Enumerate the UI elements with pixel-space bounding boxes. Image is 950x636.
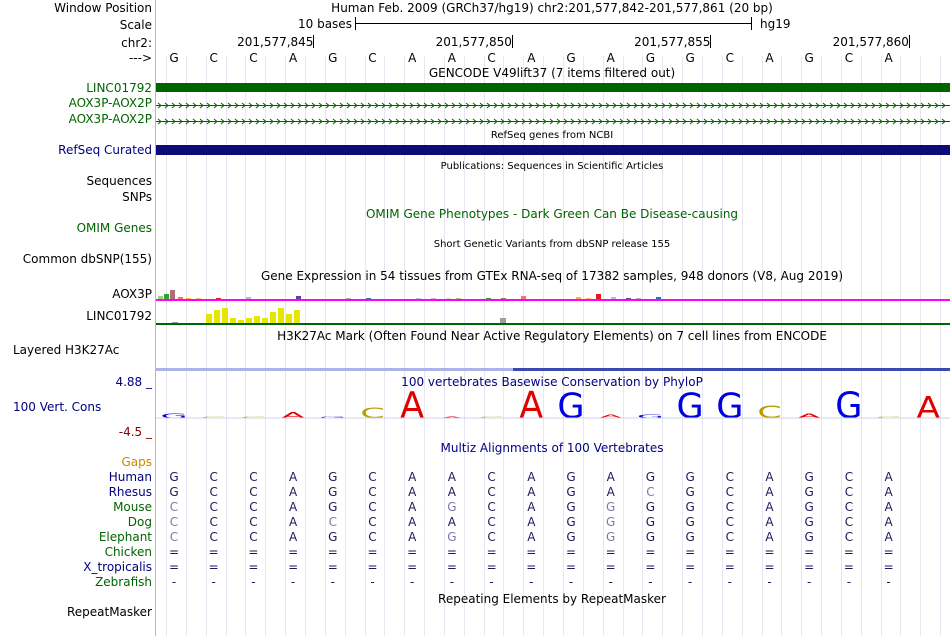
- grid-line: [940, 56, 941, 636]
- multiz-base: A: [765, 500, 774, 514]
- refseq-track-title[interactable]: RefSeq genes from NCBI: [490, 130, 614, 141]
- reference-base: C: [368, 51, 377, 65]
- cons-logo-letter: G: [835, 388, 863, 428]
- coord-tick-mark: [313, 35, 314, 48]
- multiz-base: A: [288, 470, 298, 484]
- multiz-base: =: [327, 545, 338, 559]
- multiz-base: =: [843, 560, 854, 574]
- multiz-base: A: [606, 470, 615, 484]
- repeatmasker-track-title[interactable]: Repeating Elements by RepeatMasker: [438, 592, 666, 606]
- coord-tick-label: 201,577,855: [634, 35, 711, 49]
- pubs-track-title[interactable]: Publications: Sequences in Scientific Articles: [440, 161, 664, 172]
- multiz-base: C: [169, 530, 179, 544]
- multiz-base: =: [883, 545, 894, 559]
- gtex-bar-linc01792: [206, 314, 212, 324]
- multiz-base: A: [765, 530, 774, 544]
- multiz-base: =: [804, 545, 815, 559]
- multiz-base: G: [645, 530, 656, 544]
- multiz-base: C: [368, 485, 377, 499]
- multiz-base: =: [804, 560, 815, 574]
- h3k27ac-label[interactable]: Layered H3K27Ac: [13, 343, 120, 357]
- multiz-base: G: [169, 470, 179, 484]
- multiz-base: G: [685, 485, 695, 499]
- chr-label: chr2:: [121, 36, 152, 50]
- multiz-base: C: [487, 500, 496, 514]
- multiz-base: =: [526, 560, 537, 574]
- multiz-species-zebrafish[interactable]: Zebrafish: [95, 575, 152, 589]
- strand-arrow-label: --->: [128, 51, 152, 65]
- multiz-base: -: [290, 575, 296, 589]
- multiz-base: =: [843, 545, 854, 559]
- pubs-sequences-label[interactable]: Sequences: [86, 174, 152, 188]
- multiz-base: A: [447, 485, 456, 499]
- refseq-curated-label[interactable]: RefSeq Curated: [58, 143, 152, 157]
- multiz-base: G: [645, 515, 656, 529]
- multiz-base: C: [368, 500, 377, 514]
- multiz-base: G: [804, 470, 814, 484]
- multiz-base: A: [408, 515, 417, 529]
- coord-tick-mark: [512, 35, 513, 48]
- multiz-base: =: [764, 545, 775, 559]
- multiz-base: A: [288, 485, 298, 499]
- multiz-base: -: [886, 575, 891, 589]
- multiz-species-chicken[interactable]: Chicken: [104, 545, 152, 559]
- multiz-base: A: [527, 485, 536, 499]
- multiz-base: =: [168, 545, 180, 559]
- multiz-base: -: [330, 575, 335, 589]
- multiz-base: -: [449, 575, 455, 589]
- coord-tick-mark: [710, 35, 711, 48]
- multiz-base: =: [605, 560, 616, 574]
- gtex-gene-linc01792-label[interactable]: LINC01792: [86, 309, 152, 323]
- multiz-base: G: [685, 530, 695, 544]
- multiz-base: A: [765, 470, 774, 484]
- multiz-base: G: [685, 515, 695, 529]
- gencode-aox3p-aox2p-feature-2[interactable]: [156, 115, 950, 124]
- cons-logo-letter: G: [716, 388, 744, 427]
- multiz-base: =: [446, 560, 457, 574]
- dbsnp-track-title[interactable]: Short Genetic Variants from dbSNP release 155: [433, 239, 671, 250]
- multiz-base: G: [645, 500, 656, 514]
- multiz-base: C: [209, 470, 218, 484]
- repeatmasker-label[interactable]: RepeatMasker: [66, 605, 152, 619]
- multiz-base: C: [487, 485, 496, 499]
- scale-bar-text: 10 bases: [298, 17, 352, 31]
- multiz-base: C: [844, 530, 854, 544]
- cons-logo-letter: A: [797, 412, 822, 420]
- gtex-bar-linc01792: [294, 310, 300, 324]
- multiz-base: -: [410, 575, 415, 589]
- reference-base: C: [487, 51, 496, 65]
- reference-base: A: [408, 51, 417, 65]
- multiz-base: C: [209, 530, 218, 544]
- multiz-base: =: [883, 560, 894, 574]
- multiz-base: A: [884, 515, 893, 529]
- multiz-base: C: [368, 530, 377, 544]
- reference-base: C: [249, 51, 258, 65]
- multiz-base: C: [328, 515, 337, 529]
- multiz-base: G: [328, 530, 338, 544]
- multiz-base: -: [568, 575, 574, 589]
- reference-base: C: [725, 51, 734, 65]
- multiz-base: A: [884, 470, 893, 484]
- multiz-base: C: [725, 485, 734, 499]
- multiz-base: =: [565, 560, 577, 574]
- multiz-base: C: [487, 530, 496, 544]
- multiz-base: =: [645, 545, 656, 559]
- multiz-base: =: [288, 545, 299, 559]
- cons-logo-letter: G: [160, 412, 188, 420]
- gencode-item-linc01792[interactable]: LINC01792: [86, 81, 152, 95]
- gencode-item-aox3p-aox2p-1[interactable]: AOX3P-AOX2P: [68, 96, 152, 110]
- scale-label: Scale: [119, 18, 152, 32]
- cons-logo-letter: C: [360, 405, 385, 422]
- multiz-base: -: [846, 575, 852, 589]
- reference-base: G: [566, 51, 576, 65]
- multiz-base: -: [529, 575, 534, 589]
- gencode-track-title[interactable]: GENCODE V49lift37 (7 items filtered out): [428, 66, 676, 80]
- multiz-base: A: [527, 500, 536, 514]
- multiz-base: C: [844, 515, 854, 529]
- multiz-base: =: [367, 545, 378, 559]
- gtex-bar-linc01792: [278, 308, 284, 324]
- multiz-base: -: [807, 575, 812, 589]
- multiz-base: A: [288, 515, 298, 529]
- scale-db-text: hg19: [760, 17, 791, 31]
- multiz-base: =: [486, 545, 497, 559]
- multiz-base: C: [169, 500, 179, 514]
- multiz-base: =: [565, 545, 577, 559]
- cons-track-label[interactable]: 100 Vert. Cons: [13, 400, 102, 414]
- multiz-base: C: [844, 485, 854, 499]
- grid-line: [920, 56, 921, 636]
- multiz-base: =: [407, 560, 418, 574]
- cons-logo-letter: C: [757, 401, 782, 423]
- pubs-snps-label[interactable]: SNPs: [122, 190, 152, 204]
- multiz-base: G: [804, 485, 814, 499]
- multiz-base: -: [211, 575, 216, 589]
- multiz-base: C: [368, 515, 377, 529]
- reference-base: C: [844, 51, 854, 65]
- multiz-base: G: [804, 530, 814, 544]
- multiz-species-elephant[interactable]: Elephant: [98, 530, 152, 544]
- refseq-curated-feature[interactable]: [156, 145, 950, 155]
- h3k27ac-signal[interactable]: [156, 368, 950, 371]
- h3k27ac-track-title[interactable]: H3K27Ac Mark (Often Found Near Active Regulatory Elements) on 7 cell lines from ENCODE: [277, 329, 827, 343]
- cons-logo-letter: C: [241, 416, 266, 419]
- multiz-base: =: [724, 560, 735, 574]
- reference-base: A: [447, 51, 456, 65]
- multiz-base: C: [725, 530, 734, 544]
- assembly-position-text: Human Feb. 2009 (GRCh37/hg19) chr2:201,577,842-201,577,861 (20 bp): [331, 1, 773, 15]
- multiz-base: -: [727, 575, 732, 589]
- multiz-species-rhesus[interactable]: Rhesus: [108, 485, 152, 499]
- reference-base: C: [209, 51, 218, 65]
- multiz-base: G: [447, 530, 457, 544]
- multiz-base: -: [370, 575, 375, 589]
- multiz-base: A: [606, 485, 615, 499]
- gtex-bar-linc01792: [270, 312, 276, 324]
- multiz-base: =: [446, 545, 457, 559]
- multiz-base: G: [645, 470, 656, 484]
- multiz-base: C: [249, 485, 258, 499]
- reference-base: A: [288, 51, 298, 65]
- gencode-aox3p-aox2p-feature-1[interactable]: [156, 99, 950, 108]
- multiz-base: =: [486, 560, 497, 574]
- cons-max-label: 4.88 _: [115, 375, 152, 389]
- multiz-base: =: [685, 560, 696, 574]
- gtex-track-title[interactable]: Gene Expression in 54 tissues from GTEx RNA-seq of 17382 samples, 948 donors (V8, Aug 2019): [260, 269, 844, 283]
- multiz-base: C: [487, 470, 496, 484]
- multiz-base: A: [288, 500, 298, 514]
- multiz-base: G: [804, 515, 814, 529]
- multiz-base: =: [605, 545, 616, 559]
- multiz-base: C: [209, 485, 218, 499]
- multiz-base: G: [328, 470, 338, 484]
- multiz-base: G: [606, 500, 616, 514]
- multiz-base: =: [248, 560, 259, 574]
- multiz-base: A: [447, 515, 456, 529]
- reference-base: G: [685, 51, 695, 65]
- multiz-base: A: [884, 500, 893, 514]
- multiz-base: =: [288, 560, 299, 574]
- reference-base: A: [606, 51, 615, 65]
- gtex-gene-aox3p-label[interactable]: AOX3P: [112, 287, 152, 301]
- multiz-gaps-label[interactable]: Gaps: [121, 455, 152, 469]
- cons-logo-letter: G: [636, 413, 665, 420]
- gtex-bar-linc01792: [214, 310, 220, 324]
- multiz-track-title[interactable]: Multiz Alignments of 100 Vertebrates: [440, 441, 664, 455]
- multiz-base: C: [249, 470, 258, 484]
- multiz-base: G: [566, 515, 576, 529]
- multiz-base: G: [447, 500, 457, 514]
- omim-genes-label[interactable]: OMIM Genes: [76, 221, 152, 235]
- multiz-base: G: [685, 470, 695, 484]
- multiz-base: =: [526, 545, 537, 559]
- multiz-base: A: [408, 500, 417, 514]
- multiz-base: A: [447, 470, 456, 484]
- multiz-base: G: [328, 485, 338, 499]
- gtex-bar-linc01792: [222, 308, 228, 324]
- multiz-base: A: [765, 485, 774, 499]
- multiz-base: A: [527, 515, 536, 529]
- multiz-base: =: [327, 560, 338, 574]
- coord-tick-label: 201,577,860: [832, 35, 909, 49]
- multiz-base: C: [249, 500, 258, 514]
- omim-track-title[interactable]: OMIM Gene Phenotypes - Dark Green Can Be Disease-causing: [365, 207, 739, 221]
- coord-tick-label: 201,577,850: [435, 35, 512, 49]
- multiz-base: G: [606, 515, 616, 529]
- multiz-base: G: [566, 485, 576, 499]
- multiz-base: -: [251, 575, 256, 589]
- track-label-panel: [0, 0, 156, 636]
- multiz-base: C: [725, 470, 734, 484]
- intron-line: [156, 117, 950, 126]
- cons-min-label: -4.5 _: [118, 425, 152, 439]
- multiz-species-x_tropicalis[interactable]: X_tropicalis: [83, 560, 152, 574]
- multiz-base: A: [408, 530, 417, 544]
- multiz-base: C: [725, 500, 734, 514]
- multiz-base: C: [209, 515, 218, 529]
- reference-base: A: [765, 51, 774, 65]
- reference-base: G: [328, 51, 338, 65]
- cons-logo-letter: G: [676, 388, 704, 427]
- multiz-base: =: [367, 560, 378, 574]
- multiz-base: A: [527, 530, 536, 544]
- multiz-base: A: [884, 485, 893, 499]
- multiz-base: =: [407, 545, 418, 559]
- multiz-base: C: [368, 470, 377, 484]
- gtex-bar-linc01792: [254, 316, 260, 324]
- window-position-label: Window Position: [54, 1, 152, 15]
- cons-logo-letter: A: [400, 388, 425, 428]
- multiz-base: A: [884, 530, 893, 544]
- multiz-base: A: [527, 470, 536, 484]
- multiz-base: G: [804, 500, 814, 514]
- gencode-linc01792-feature[interactable]: [156, 83, 950, 92]
- gtex-bar-aox3p: [170, 290, 175, 300]
- cons-logo-plot[interactable]: [156, 388, 950, 428]
- reference-base: G: [169, 51, 179, 65]
- multiz-base: C: [646, 485, 655, 499]
- cons-logo-letter: C: [876, 416, 901, 419]
- multiz-base: G: [566, 530, 576, 544]
- reference-base: G: [804, 51, 814, 65]
- multiz-base: =: [208, 545, 219, 559]
- cons-logo-letter: G: [557, 388, 585, 427]
- cons-logo-letter: A: [916, 390, 941, 426]
- multiz-base: C: [209, 500, 218, 514]
- multiz-base: A: [408, 485, 417, 499]
- multiz-base: =: [248, 545, 259, 559]
- multiz-base: C: [169, 515, 179, 529]
- multiz-species-mouse[interactable]: Mouse: [113, 500, 152, 514]
- multiz-base: C: [249, 515, 258, 529]
- multiz-base: C: [487, 515, 496, 529]
- multiz-base: A: [288, 530, 298, 544]
- multiz-base: A: [408, 470, 417, 484]
- multiz-base: =: [685, 545, 696, 559]
- multiz-base: =: [208, 560, 219, 574]
- multiz-base: C: [844, 500, 854, 514]
- gtex-expression-bars[interactable]: [156, 286, 950, 326]
- cons-logo-letter: A: [598, 413, 623, 420]
- multiz-base: =: [168, 560, 180, 574]
- multiz-base: -: [489, 575, 494, 589]
- gtex-bar-linc01792: [286, 314, 292, 324]
- multiz-base: -: [767, 575, 772, 589]
- intron-line: [156, 101, 950, 110]
- multiz-base: -: [608, 575, 613, 589]
- multiz-base: G: [566, 470, 576, 484]
- multiz-base: G: [685, 500, 695, 514]
- multiz-base: -: [171, 575, 177, 589]
- cons-logo-letter: A: [519, 388, 544, 428]
- reference-base: A: [884, 51, 893, 65]
- coord-tick-label: 201,577,845: [237, 35, 314, 49]
- reference-base: A: [527, 51, 536, 65]
- multiz-base: C: [249, 530, 258, 544]
- reference-base: G: [645, 51, 656, 65]
- multiz-species-dog[interactable]: Dog: [127, 515, 152, 529]
- multiz-species-human[interactable]: Human: [108, 470, 152, 484]
- multiz-base: G: [328, 500, 338, 514]
- multiz-base: -: [648, 575, 653, 589]
- cons-track-title[interactable]: 100 vertebrates Basewise Conservation by PhyloP: [401, 375, 703, 389]
- dbsnp-label[interactable]: Common dbSNP(155): [22, 252, 152, 266]
- multiz-base: =: [764, 560, 775, 574]
- gencode-item-aox3p-aox2p-2[interactable]: AOX3P-AOX2P: [68, 112, 152, 126]
- multiz-base: -: [687, 575, 693, 589]
- multiz-base: C: [844, 470, 854, 484]
- multiz-base: G: [169, 485, 179, 499]
- multiz-base: G: [606, 530, 616, 544]
- coord-tick-mark: [909, 35, 910, 48]
- multiz-base: C: [725, 515, 734, 529]
- multiz-base: A: [765, 515, 774, 529]
- cons-logo-letter: A: [281, 410, 306, 420]
- scale-bar: [355, 17, 752, 30]
- multiz-base: G: [566, 500, 576, 514]
- multiz-base: =: [645, 560, 656, 574]
- multiz-base: =: [724, 545, 735, 559]
